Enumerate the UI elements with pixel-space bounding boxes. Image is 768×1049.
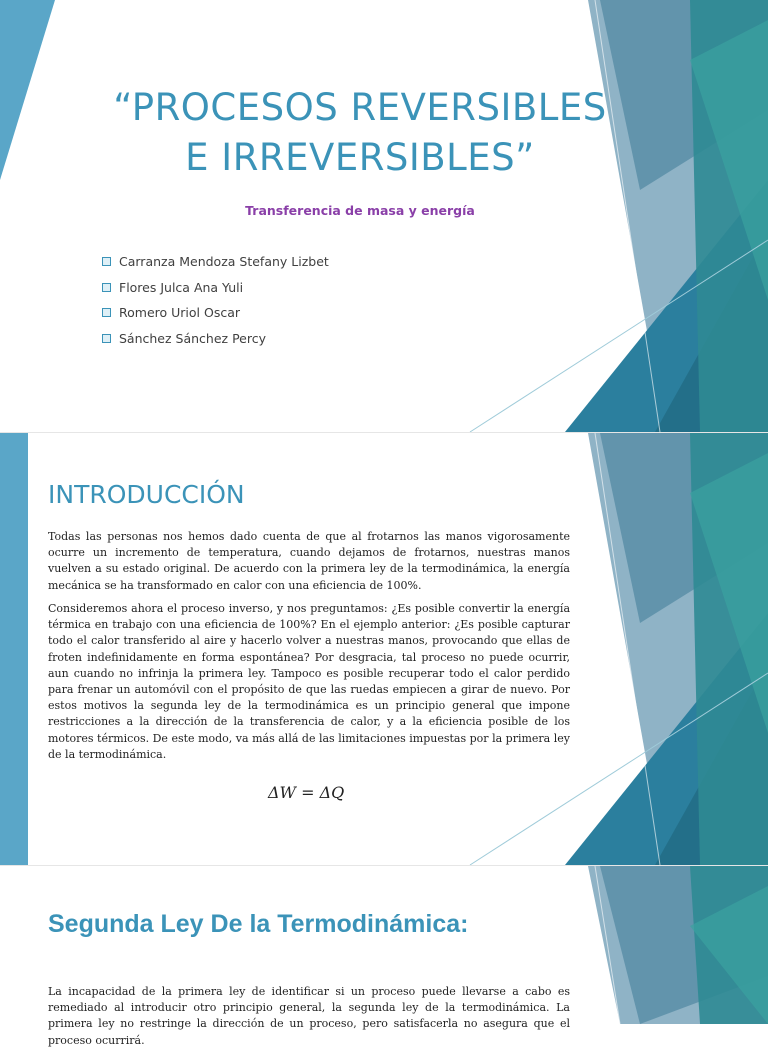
subtitle: Transferencia de masa y energía bbox=[245, 203, 475, 218]
heading-introduction: INTRODUCCIÓN bbox=[48, 480, 245, 509]
slide-introduction bbox=[0, 433, 768, 865]
author-name: Carranza Mendoza Stefany Lizbet bbox=[119, 254, 329, 269]
list-item bbox=[102, 253, 329, 279]
title-line-1: “PROCESOS REVERSIBLES bbox=[113, 86, 607, 129]
paragraph: Consideremos ahora el proceso inverso, y nos preguntamos: ¿Es posible convertir la energía térmica en trabajo con una eficiencia de 100%? En el ejemplo anterior: ¿Es posible capturar todo el calor transferido al aire y hacerlo volver a nuestras manos, provocando que ellas de froten indefinidamente en forma espontánea? Por desgracia, tal proceso no puede ocurrir, aun cuando no infrinja la primera ley. Tampoco es posible recuperar todo el calor perdido para frenar un automóvil con el propósito de que las ruedas empiecen a girar de nuevo. Por estos motivos la segunda ley de la termodinámica es un principio general que impone restricciones a la dirección de la transferencia de calor, y a la eficiencia posible de los motores térmicos. De este modo, va más allá de las limitaciones impuestas por la primera ley de la termodinámica. bbox=[48, 602, 570, 761]
author-name: Romero Uriol Oscar bbox=[119, 305, 241, 320]
heading-second-law: Segunda Ley De la Termodinámica: bbox=[48, 910, 469, 938]
paragraph: La incapacidad de la primera ley de identificar si un proceso puede llevarse a cabo es remediado al introducir otro principio general, la segunda ley de la termodinámica. La primera ley no restringe la dirección de un proceso, pero satisfacerla no asegura que el proceso ocurrirá. bbox=[48, 985, 570, 1047]
list-item bbox=[102, 279, 329, 305]
square-bullet-icon bbox=[102, 257, 111, 266]
paragraph: Todas las personas nos hemos dado cuenta de que al frotarnos las manos vigorosamente ocurre un incremento de temperatura, cuando dejamos de frotarnos, nuestras manos vuelven a su estado original. De acuerdo con la primera ley de la termodinámica, la energía mecánica se ha transformado en calor con una eficiencia de 100%. bbox=[48, 530, 570, 592]
slide-title bbox=[0, 0, 768, 432]
square-bullet-icon bbox=[102, 283, 111, 292]
author-name: Sánchez Sánchez Percy bbox=[119, 330, 266, 346]
square-bullet-icon bbox=[102, 334, 111, 343]
slide-second-law bbox=[0, 866, 768, 1047]
author-name: Flores Julca Ana Yuli bbox=[119, 279, 244, 295]
title-line-2: E IRREVERSIBLES” bbox=[185, 136, 535, 179]
square-bullet-icon bbox=[102, 308, 111, 317]
author-list bbox=[102, 253, 329, 355]
formula: ΔW = ΔQ bbox=[268, 783, 345, 802]
list-item bbox=[102, 330, 329, 356]
list-item bbox=[102, 304, 329, 330]
